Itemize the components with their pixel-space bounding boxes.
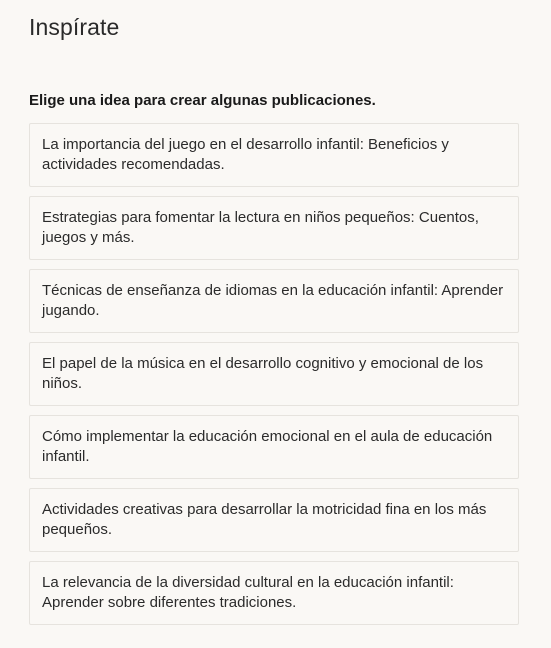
- page-title: Inspírate: [29, 14, 120, 40]
- idea-card[interactable]: Actividades creativas para desarrollar la motricidad fina en los más pequeños.: [29, 488, 519, 552]
- idea-card[interactable]: La relevancia de la diversidad cultural en la educación infantil: Aprender sobre diferentes tradiciones.: [29, 561, 519, 625]
- idea-card[interactable]: La importancia del juego en el desarrollo infantil: Beneficios y actividades recomendadas.: [29, 123, 519, 187]
- idea-card[interactable]: Cómo implementar la educación emocional en el aula de educación infantil.: [29, 415, 519, 479]
- idea-card[interactable]: Técnicas de enseñanza de idiomas en la educación infantil: Aprender jugando.: [29, 269, 519, 333]
- idea-list: [29, 123, 519, 625]
- idea-card[interactable]: El papel de la música en el desarrollo cognitivo y emocional de los niños.: [29, 342, 519, 406]
- ideas-prompt: Elige una idea para crear algunas publicaciones.: [29, 92, 376, 109]
- idea-card[interactable]: Estrategias para fomentar la lectura en niños pequeños: Cuentos, juegos y más.: [29, 196, 519, 260]
